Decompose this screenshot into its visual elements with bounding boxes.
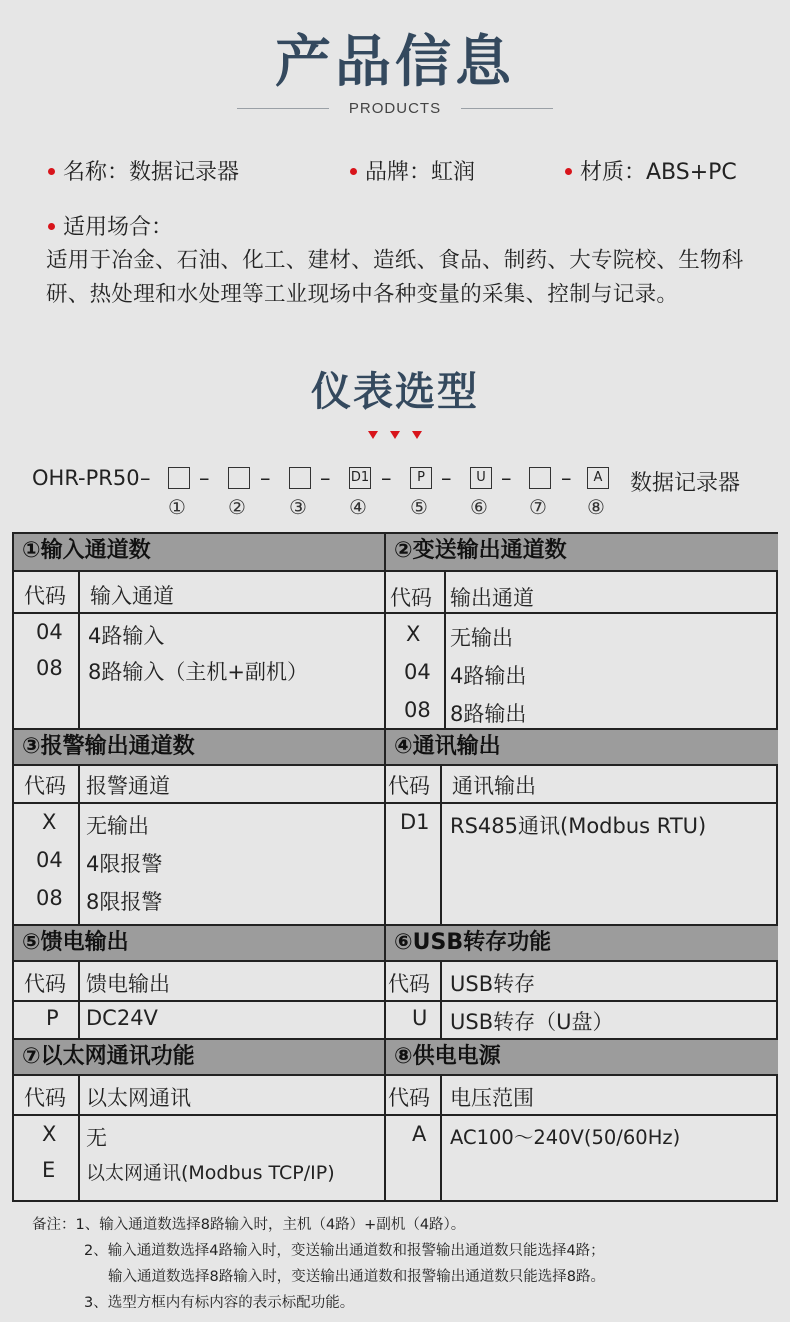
position-label-8: ⑧ (587, 495, 605, 519)
triangle-down-icon (412, 431, 422, 439)
option-box-5: P (410, 467, 432, 489)
table3-row-desc: 4限报警 (86, 852, 163, 876)
dash: – (501, 466, 512, 490)
position-label-2: ② (228, 495, 246, 519)
row-divider (14, 1000, 384, 1002)
table4-desc-header: 通讯输出 (452, 774, 536, 798)
table5-desc-header: 馈电输出 (86, 972, 170, 996)
table2-row-desc: 8路输出 (450, 702, 527, 726)
position-label-1: ① (168, 495, 186, 519)
usage-title (48, 210, 173, 241)
col-divider (78, 962, 80, 1038)
dash: – (320, 466, 331, 490)
dash: – (260, 466, 271, 490)
notes (32, 1212, 605, 1316)
option-box-6: U (470, 467, 492, 489)
col-divider (78, 572, 80, 728)
table1-row-code: 08 (36, 656, 63, 680)
table7-header: ⑦以太网通讯功能 (14, 1038, 384, 1076)
table3-row-code: 04 (36, 848, 63, 872)
table3-header: ③报警输出通道数 (14, 728, 384, 766)
table2-row-code: X (406, 622, 421, 646)
table3-row-desc: 无输出 (86, 814, 149, 838)
bullet-dot-icon (350, 168, 357, 175)
bullet-dot-icon (565, 168, 572, 175)
table3-row-code: 08 (36, 886, 63, 910)
note-2: 2、输入通道数选择4路输入时，变送输出通道数和报警输出通道数只能选择4路； (84, 1243, 605, 1259)
table6-code-header: 代码 (388, 972, 430, 996)
col-divider (440, 962, 442, 1038)
option-box-8: A (587, 467, 609, 489)
table1-row-desc: 4路输入 (88, 624, 165, 648)
info-brand (350, 155, 475, 186)
row-divider (386, 802, 778, 804)
table1-row-desc: 8路输入（主机+副机） (88, 660, 308, 684)
table8-header: ⑧供电电源 (386, 1038, 778, 1076)
page-subtitle: PRODUCTS (348, 100, 442, 117)
table8-row-code: A (412, 1122, 427, 1146)
table6-header: ⑥USB转存功能 (386, 924, 778, 962)
table6-row-code: U (412, 1006, 428, 1030)
col-divider (440, 766, 442, 924)
info-name-text: 名称：数据记录器 (63, 160, 240, 185)
divider-right (461, 108, 553, 109)
table2-desc-header: 输出通道 (450, 586, 534, 610)
position-label-7: ⑦ (529, 495, 547, 519)
selection-table (12, 532, 778, 1202)
center-divider (384, 534, 386, 1200)
dash: – (441, 466, 452, 490)
option-box-4: D1 (349, 467, 371, 489)
table3-code-header: 代码 (24, 774, 66, 798)
dash: – (381, 466, 392, 490)
table4-row-desc: RS485通讯(Modbus RTU) (450, 814, 707, 838)
table2-row-desc: 4路输出 (450, 664, 527, 688)
dash: – (199, 466, 210, 490)
model-prefix: OHR-PR50 (32, 466, 140, 490)
option-box-2 (228, 467, 250, 489)
table3-desc-header: 报警通道 (86, 774, 170, 798)
info-material-text: 材质：ABS+PC (580, 160, 737, 185)
table2-code-header: 代码 (390, 586, 432, 610)
row-divider (386, 1000, 778, 1002)
selection-title: 仪表选型 (311, 369, 479, 415)
position-label-4: ④ (349, 495, 367, 519)
table5-header: ⑤馈电输出 (14, 924, 384, 962)
page-title: 产品信息 (275, 30, 515, 95)
table7-code-header: 代码 (24, 1086, 66, 1110)
col-divider (444, 572, 446, 728)
bullet-dot-icon (48, 168, 55, 175)
table1-code-header: 代码 (24, 584, 66, 608)
bullet-dot-icon (48, 223, 55, 230)
col-divider (78, 766, 80, 924)
usage-title-text: 适用场合： (63, 215, 174, 240)
table2-row-desc: 无输出 (450, 626, 513, 650)
table4-code-header: 代码 (388, 774, 430, 798)
subtitle-row (0, 100, 790, 117)
table7-row-desc: 以太网通讯(Modbus TCP/IP) (86, 1162, 335, 1184)
col-divider (78, 1076, 80, 1200)
table6-desc-header: USB转存 (450, 972, 536, 996)
info-material (565, 155, 737, 186)
option-box-1 (168, 467, 190, 489)
position-label-6: ⑥ (470, 495, 488, 519)
note-1: 备注：1、输入通道数选择8路输入时，主机（4路）+副机（4路）。 (32, 1217, 466, 1233)
triangle-down-icon (390, 431, 400, 439)
table5-row-desc: DC24V (86, 1006, 158, 1030)
table1-desc-header: 输入通道 (90, 584, 174, 608)
table6-row-desc: USB转存（U盘） (450, 1010, 614, 1034)
row-divider (386, 1114, 778, 1116)
table2-row-code: 08 (404, 698, 431, 722)
table2-header: ②变送输出通道数 (386, 534, 778, 572)
note-2b: 输入通道数选择8路输入时，变送输出通道数和报警输出通道数只能选择8路。 (108, 1269, 605, 1285)
table8-code-header: 代码 (388, 1086, 430, 1110)
dash: – (561, 466, 572, 490)
note-3: 3、选型方框内有标内容的表示标配功能。 (84, 1295, 355, 1311)
table7-row-code: E (42, 1158, 56, 1182)
row-divider (14, 612, 384, 614)
model-suffix: 数据记录器 (630, 471, 741, 496)
table4-row-code: D1 (400, 810, 430, 834)
table7-row-code: X (42, 1122, 57, 1146)
option-box-3 (289, 467, 311, 489)
table3-row-desc: 8限报警 (86, 890, 163, 914)
table1-row-code: 04 (36, 620, 63, 644)
table2-row-code: 04 (404, 660, 431, 684)
table7-desc-header: 以太网通讯 (86, 1086, 191, 1110)
row-divider (14, 1114, 384, 1116)
info-brand-text: 品牌：虹润 (365, 160, 476, 185)
table3-row-code: X (42, 810, 57, 834)
col-divider (440, 1076, 442, 1200)
table8-desc-header: 电压范围 (450, 1086, 534, 1110)
table5-code-header: 代码 (24, 972, 66, 996)
dash: – (140, 466, 151, 490)
option-box-7 (529, 467, 551, 489)
divider-left (237, 108, 329, 109)
table1-header: ①输入通道数 (14, 534, 384, 572)
info-name (48, 155, 239, 186)
table5-row-code: P (46, 1006, 59, 1030)
table4-header: ④通讯输出 (386, 728, 778, 766)
position-label-3: ③ (289, 495, 307, 519)
triangle-row (0, 424, 790, 443)
position-label-5: ⑤ (410, 495, 428, 519)
row-divider (14, 802, 384, 804)
table7-row-desc: 无 (86, 1126, 107, 1150)
triangle-down-icon (368, 431, 378, 439)
usage-text: 适用于冶金、石油、化工、建材、造纸、食品、制药、大专院校、生物科研、热处理和水处理等工业现场中各种变量的采集、控制与记录。 (46, 248, 744, 307)
table8-row-desc: AC100～240V(50/60Hz) (450, 1126, 681, 1149)
